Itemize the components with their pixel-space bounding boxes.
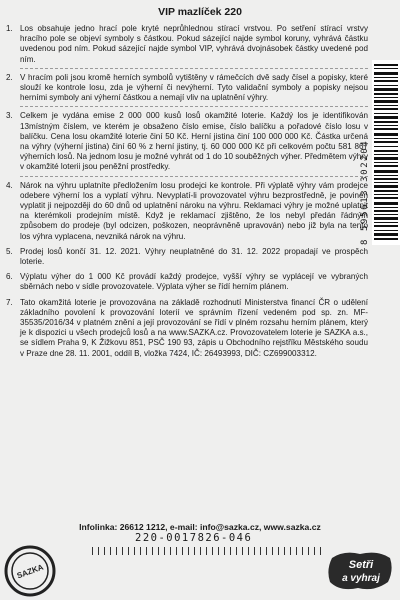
barcode [372,60,400,245]
rule-item [6,247,368,267]
rule-text: V hracím poli jsou kromě herních symbolů vytištěny v rámečcích dvě sady čísel a popisky, které slouží ke kontrole losu, zda je výherní či nevýherní. Tyto validační symboly a popisky nejsou herními symboly ani výherní částkou a nemají vliv na uplatnění výhry. [20,72,368,103]
rule-text: Los obsahuje jedno hrací pole kryté neprůhlednou stírací vrstvou. Po setření stírací vrstvy hracího pole se objeví symboly s částkou. Pokud sázející najde symbol koruny, vyhrává částku uvedenou pod ním. Pokud sázející najde symbol VIP, vyhrává dvojnásobek částky uvedené pod ním. [20,24,368,64]
rule-number: 5. [6,246,13,256]
badge-line-2: a vyhraj [342,573,380,584]
rule-number: 7. [6,297,13,307]
tick-marks-icon [92,547,324,555]
rule-divider [20,106,368,108]
rule-text: Nárok na výhru uplatníte předložením losu prodejci ke kontrole. Při výplatě výhry vám prodejce odebere výherní los a vyplatí výhru. Nevyplatí-li provozovatel výhru bezprostředně, je povinen vyplatit ji nejpozději do 60 dnů od uplatnění nároku na výhru. Reklamaci výhry je možné uplatnit na kterémkoli prodejním místě. Když je reklamací zjištěno, že los nebyl předán řádným způsobem do prodeje (byl odcizen, poškozen, neoprávněně upravován) nebo již byla na tento los výhra vyplacena, nevzniká nárok na výhru. [20,180,368,241]
barcode-bars-icon [374,64,398,241]
rule-number: 3. [6,111,13,121]
scratch-badge [326,548,394,592]
rule-number: 1. [6,24,13,33]
rule-item [6,298,368,359]
contact-info: Infolinka: 26612 1212, e-mail: info@sazka.cz, www.sazka.cz [79,522,321,532]
ticket-serial-number: 220-0017826-046 [135,532,253,544]
rule-divider [20,176,368,178]
sazka-logo [4,545,56,597]
rule-item [6,24,368,65]
rule-item [6,181,368,242]
rule-text: Výplatu výher do 1 000 Kč provádí každý prodejce, vyšší výhry se vyplácejí ve vybraných sběrnách nebo v sídle provozovatele. Výplata výher se řídí herním plánem. [20,272,368,292]
badge-line-1: Setři [348,559,374,571]
rule-number: 2. [6,72,13,82]
rule-text: Celkem je vydána emise 2 000 000 kusů losů okamžité loterie. Každý los je identifikován 13místným číslem, ve kterém je obsaženo číslo emise, číslo balíčku a pořadové číslo losu v balíčku. Cena losu okamžité loterie činí 50 Kč. Herní jistina činí 100 000 000 Kč. Částka určená na výhry (výherní jistina) činí 60 % z herní jistiny, tj. 60 000 000 Kč při celkovém počtu 581 867 výherních losů. Na jednom losu je možné vyhrát od 1 do 10 souběžných výher. Předmětem výhry v okamžité loterii jsou peněžní prostředky. [20,111,368,172]
rules-list [6,24,368,359]
rule-item [6,73,368,104]
ticket-title: VIP mazlíček 220 [158,6,242,18]
rule-number: 4. [6,180,13,190]
rule-divider [20,68,368,70]
rule-number: 6. [6,272,13,282]
logo-text: SAZKA [15,562,45,581]
barcode-digits: 8 595613 302204 [360,139,370,245]
rule-item [6,272,368,292]
rule-text: Tato okamžitá loterie je provozována na základě rozhodnutí Ministerstva financí ČR o udělení základního povolení k provozování loterií ve správním řízení vedeném pod sp. zn. MF-35535/2016/34 v platném znění a její provozování se řídí v plném rozsahu herním plánem, který je k dispozici u všech prodejců losů a na www.SAZKA.cz. Provozovatelem loterie je SAZKA a.s., se sídlem Praha 9, K Žižkovu 851, PSČ 190 93, zápis u Obchodního rejstříku Městského soudu v Praze dne 28. 11. 2001, oddíl B, vložka 7424, IČ: 26493993, DIČ: CZ699003312. [20,297,368,358]
rule-text: Prodej losů končí 31. 12. 2021. Výhry neuplatněné do 31. 12. 2022 propadají ve prospěch loterie. [20,246,368,267]
rule-item [6,111,368,172]
